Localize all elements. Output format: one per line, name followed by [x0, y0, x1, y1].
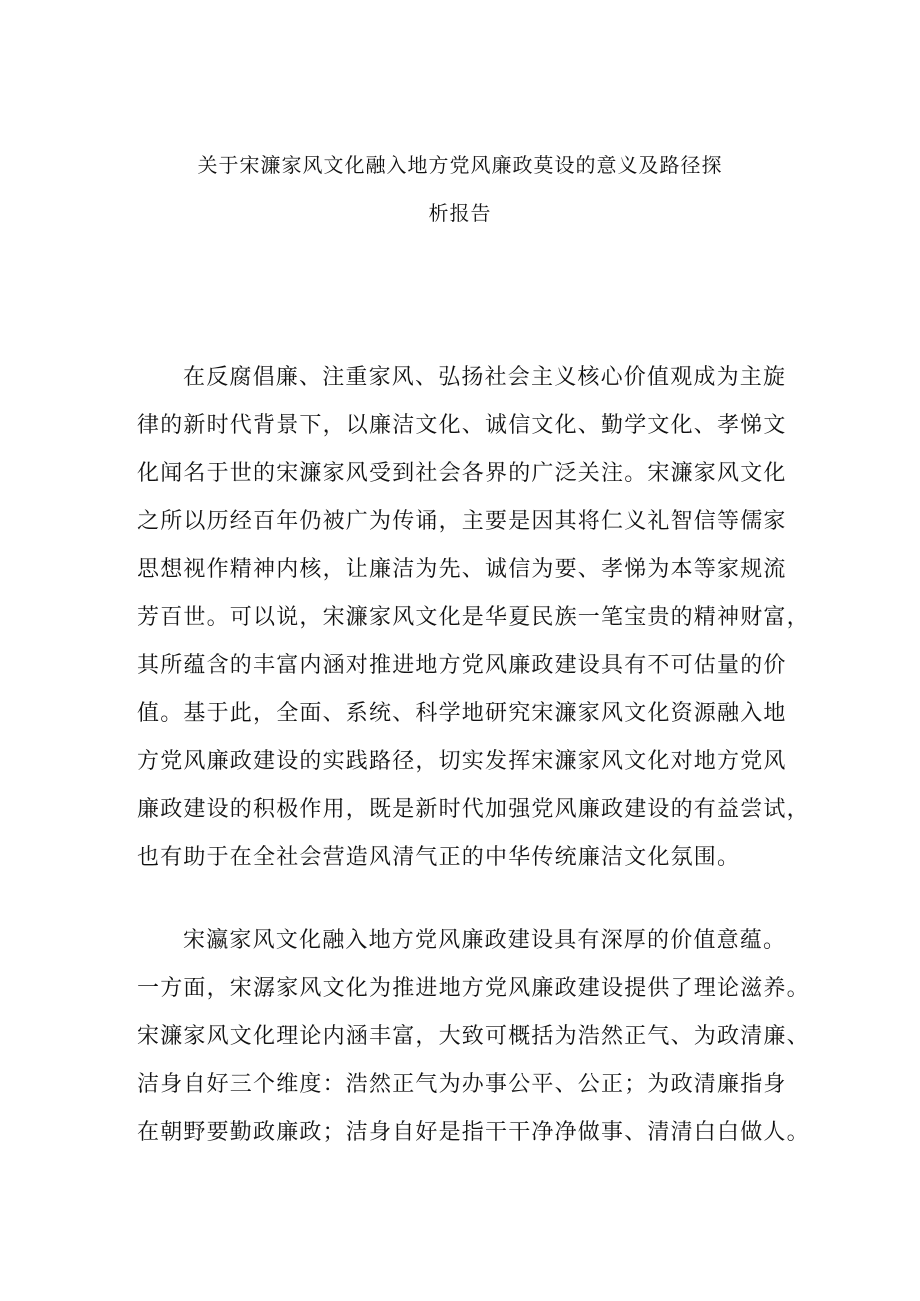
paragraph-2: [137, 917, 810, 1157]
paragraph-line: 化闻名于世的宋濂家风受到社会各界的广泛关注。宋濂家风文化: [137, 461, 787, 486]
document-title-line-1: 关于宋濂家风文化融入地方党风廉政莫设的意义及路径探: [197, 153, 723, 177]
paragraph-line: 在朝野要勤政廉政；洁身自好是指干干净净做事、清清白白做人。: [137, 1120, 810, 1145]
paragraph-line: 方党风廉政建设的实践路径，切实发挥宋濂家风文化对地方党风: [137, 749, 787, 774]
paragraph-line: 芳百世。可以说，宋濂家风文化是华夏民族一笔宝贵的精神财富，: [137, 605, 810, 630]
paragraph-line: 在反腐倡廉、注重家风、弘扬社会主义核心价值观成为主旋: [183, 365, 787, 390]
paragraph-line: 值。基于此，全面、系统、科学地研究宋濂家风文化资源融入地: [137, 701, 787, 726]
paragraph-line: 洁身自好三个维度：浩然正气为办事公平、公正；为政清廉指身: [137, 1072, 787, 1097]
paragraph-line: 之所以历经百年仍被广为传诵，主要是因其将仁义礼智信等儒家: [137, 509, 787, 534]
paragraph-line: 一方面，宋潺家风文化为推进地方党风廉政建设提供了理论滋养。: [137, 976, 810, 1001]
paragraph-line: 思想视作精神内核，让廉洁为先、诚信为要、孝悌为本等家规流: [137, 557, 787, 582]
paragraph-line: 廉政建设的积极作用，既是新时代加强党风廉政建设的有益尝试，: [137, 797, 810, 822]
paragraph-line: 也有助于在全社会营造风清气正的中华传统廉洁文化氛围。: [137, 845, 741, 870]
paragraph-line: 宋瀛家风文化融入地方党风廉政建设具有深厚的价值意蕴。: [183, 928, 787, 953]
paragraph-line: 律的新时代背景下，以廉洁文化、诚信文化、勤学文化、孝悌文: [137, 413, 787, 438]
paragraph-line: 其所蕴含的丰富内涵对推进地方党风廉政建设具有不可估量的价: [137, 653, 787, 678]
document-title-line-2: 析报告: [428, 201, 492, 225]
paragraph-1: [137, 354, 810, 882]
paragraph-line: 宋濂家风文化理论内涵丰富，大致可概括为浩然正气、为政清廉、: [137, 1024, 810, 1049]
